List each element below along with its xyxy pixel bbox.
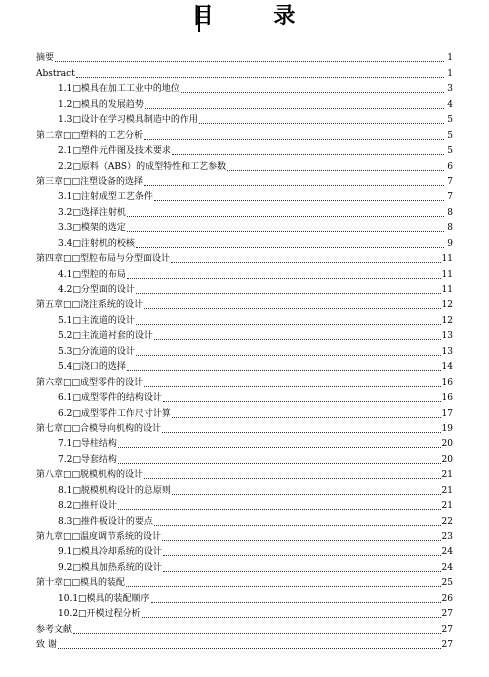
toc-entry-label: 10.2□开模过程分析 [58,609,141,620]
toc-entry-label: 1.3□设计在学习模具制造中的作用 [58,115,198,126]
toc-entry[interactable] [36,389,453,404]
toc-entry-page-number: 13 [441,331,453,342]
dot-leader [127,277,441,279]
toc-entry-label: 5.3□分流道的设计 [58,346,135,357]
toc-entry-page-number: 1 [447,68,453,79]
toc-entry[interactable] [36,543,453,558]
dot-leader [172,153,444,155]
toc-entry[interactable] [36,173,453,188]
toc-entry[interactable] [36,111,453,126]
dot-leader [127,230,444,232]
toc-entry-page-number: 21 [441,485,453,496]
toc-entry[interactable] [36,296,453,311]
dot-leader [142,616,441,618]
toc-entry[interactable] [36,574,453,589]
toc-entry-page-number: 9 [447,238,453,249]
toc-entry[interactable] [36,327,453,342]
toc-entry[interactable] [36,281,453,296]
toc-entry-page-number: 24 [441,547,453,558]
dot-leader [76,76,444,78]
toc-entry[interactable] [36,466,453,481]
toc-entry-page-number: 12 [441,315,453,326]
toc-entry-label: 5.1□主流道的设计 [58,315,135,326]
toc-entry-label: 6.1□成型零件的结构设计 [58,393,162,404]
dot-leader [73,632,441,634]
toc-entry-page-number: 16 [441,377,453,388]
dot-leader [126,585,441,587]
toc-entry[interactable] [36,358,453,373]
toc-entry-page-number: 4 [447,99,453,110]
toc-entry-label: 第四章□□型腔布局与分型面设计 [36,254,171,265]
toc-entry-label: 8.3□推件板设计的要点 [58,516,153,527]
toc-entry[interactable] [36,512,453,527]
toc-entry-page-number: 20 [441,454,453,465]
toc-entry[interactable] [36,558,453,573]
toc-entry-page-number: 27 [441,609,453,620]
toc-entry-label: 2.1□塑件元件图及技术要求 [58,146,171,157]
toc-entry-page-number: 26 [441,593,453,604]
toc-entry-label: 摘要 [36,53,55,64]
dot-leader [127,369,441,371]
toc-entry-page-number: 5 [447,146,453,157]
dot-leader [136,246,444,248]
toc-entry-label: 7.1□导柱结构 [58,439,117,450]
dot-leader [172,493,441,495]
toc-entry-page-number: 20 [441,439,453,450]
toc-entry-page-number: 19 [441,423,453,434]
toc-entry-label: 第六章□□成型零件的设计 [36,377,144,388]
toc-entry[interactable] [36,373,453,388]
dot-leader [163,554,441,556]
toc-entry[interactable] [36,497,453,512]
dot-leader [145,107,444,109]
dot-leader [151,601,441,603]
toc-entry[interactable] [36,250,453,265]
toc-entry[interactable] [36,95,453,110]
toc-entry[interactable] [36,311,453,326]
toc-entry-label: 1.1□模具在加工工业中的地位 [58,84,180,95]
toc-entry[interactable] [36,589,453,604]
toc-entry-label: 4.2□分型面的设计 [58,285,135,295]
toc-entry-label: 4.1□型腔的布局 [58,269,126,280]
toc-entry[interactable] [36,620,453,635]
page-title: 目 录 [191,4,322,29]
toc-entry-label: 第五章□□浇注系统的设计 [36,300,144,311]
toc-entry[interactable] [36,80,453,95]
dot-leader [227,169,444,171]
toc-entry-label: 9.2□模具加热系统的设计 [58,562,162,573]
dot-leader [136,354,441,356]
dot-leader [181,91,444,93]
toc-entry-page-number: 23 [441,532,453,542]
toc-entry-label: 3.4□注射机的校核 [58,238,135,249]
toc-entry[interactable] [36,435,453,450]
dot-leader [144,307,441,309]
toc-entry-label: 第三章□□注塑设备的选择 [36,176,144,187]
toc-entry-page-number: 16 [441,393,453,404]
toc-entry-label: 10.1□模具的装配顺序 [58,593,150,604]
dot-leader [154,524,441,526]
dot-leader [154,199,444,201]
toc-entry-page-number: 17 [441,408,453,419]
toc-entry-page-number: 12 [441,300,453,311]
dot-leader [163,570,441,572]
dot-leader [162,539,441,541]
toc-entry-label: 9.1□模具冷却系统的设计 [58,547,162,558]
toc-entry-label: 第七章□□合模导向机构的设计 [36,423,162,434]
dot-leader [118,462,441,464]
toc-entry-label: 7.2□导套结构 [58,454,117,465]
dot-leader [171,261,441,263]
dot-leader [154,338,441,340]
toc-entry-page-number: 8 [447,223,453,234]
toc-entry[interactable] [36,605,453,620]
toc-entry-label: 3.2□选择注射机 [58,207,126,218]
toc-entry-page-number: 8 [447,207,453,218]
toc-entry-page-number: 22 [441,516,453,527]
toc-entry-page-number: 25 [441,578,453,589]
toc-entry[interactable] [36,142,453,157]
dot-leader [144,477,441,479]
toc-entry-label: 2.2□原料（ABS）的成型特性和工艺参数 [58,161,227,172]
toc-entry-label: Abstract [36,68,75,79]
dot-leader [55,60,444,62]
toc-entry-page-number: 11 [441,269,453,280]
dot-leader [136,292,441,294]
dot-leader [118,508,441,510]
toc-entry-page-number: 7 [447,176,453,187]
toc-entry-label: 致 谢 [36,640,57,651]
dot-leader [127,215,444,217]
toc-entry[interactable] [36,203,453,218]
toc-entry-page-number: 5 [447,115,453,126]
toc-entry-label: 5.2□主流道衬套的设计 [58,331,153,342]
toc-entry-label: 第九章□□温度调节系统的设计 [36,532,162,542]
toc-entry-label: 8.1□脱模机构设计的总原则 [58,485,171,496]
toc-entry[interactable] [36,219,453,234]
toc-entry-label: 第十章□□模具的装配 [36,578,126,589]
toc-entry[interactable] [36,265,453,280]
toc-entry[interactable] [36,64,453,79]
toc-entry[interactable] [36,450,453,465]
toc-entry-page-number: 21 [441,470,453,481]
toc-entry[interactable] [36,49,453,64]
toc-entry[interactable] [36,234,453,249]
toc-entry-page-number: 24 [441,562,453,573]
toc-entry-page-number: 1 [447,53,453,64]
toc-entry-page-number: 11 [441,285,453,295]
table-of-contents [36,49,453,651]
toc-entry[interactable] [36,481,453,496]
dot-leader [118,446,441,448]
dot-leader [144,385,441,387]
dot-leader [58,647,441,649]
toc-entry-page-number: 3 [447,84,453,95]
toc-entry-page-number: 6 [447,161,453,172]
toc-entry[interactable] [36,342,453,357]
toc-entry[interactable] [36,157,453,172]
dot-leader [136,323,441,325]
toc-entry[interactable] [36,420,453,435]
toc-entry-label: 6.2□成型零件工作尺寸计算 [58,408,171,419]
toc-entry-page-number: 13 [441,346,453,357]
toc-entry-label: 3.1□注射成型工艺条件 [58,192,153,203]
toc-entry-page-number: 5 [447,130,453,141]
toc-entry[interactable] [36,528,453,543]
toc-entry-label: 8.2□推杆设计 [58,501,117,512]
toc-entry[interactable] [36,126,453,141]
dot-leader [172,416,441,418]
toc-entry-label: 3.3□模架的选定 [58,223,126,234]
toc-entry-label: 第八章□□脱模机构的设计 [36,470,144,481]
dot-leader [144,184,444,186]
toc-entry-page-number: 11 [441,254,453,265]
toc-entry-page-number: 14 [441,362,453,373]
toc-entry-page-number: 27 [441,624,453,635]
toc-entry-label: 5.4□浇口的选择 [58,362,126,373]
toc-entry[interactable] [36,188,453,203]
toc-entry-page-number: 7 [447,192,453,203]
toc-entry-page-number: 21 [441,501,453,512]
toc-entry-label: 参考文献 [36,624,73,635]
toc-entry-page-number: 27 [441,640,453,651]
dot-leader [199,122,444,124]
dot-leader [162,431,441,433]
toc-entry[interactable] [36,404,453,419]
toc-entry-label: 第二章□□塑料的工艺分析 [36,130,144,141]
toc-entry[interactable] [36,636,453,651]
dot-leader [163,400,441,402]
dot-leader [144,138,444,140]
toc-entry-label: 1.2□模具的发展趋势 [58,99,144,110]
